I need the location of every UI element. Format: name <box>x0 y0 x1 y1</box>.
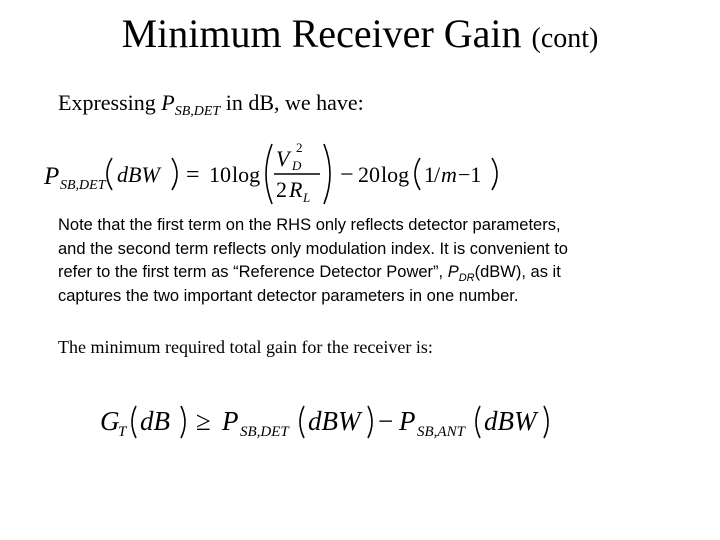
eq1-unit: dBW <box>117 162 160 187</box>
eq1-arg-open-paren <box>415 158 420 190</box>
eq1-arg-var: m <box>441 162 457 187</box>
eq1-log1: log <box>232 162 261 187</box>
eq2-g: G <box>100 406 120 436</box>
eq1-log2: log <box>381 162 410 187</box>
slide-title <box>0 6 720 67</box>
closing-line: The minimum required total gain for the receiver is: <box>58 337 433 357</box>
eq1-close-paren <box>172 158 177 190</box>
eq1-coef1: 10 <box>209 162 231 187</box>
eq1-big-open-paren <box>266 144 272 204</box>
line3-before: refer to the first term as “Reference Detector Power”, <box>58 263 448 281</box>
eq2-paren-3-close <box>544 406 548 438</box>
eq1-coef2: 20 <box>358 162 380 187</box>
paragraph-line-3 <box>58 261 708 285</box>
line3-after: (dBW), as it <box>474 263 561 281</box>
eq2-paren-1-close <box>181 406 185 438</box>
eq2-paren-2-open <box>300 406 304 438</box>
eq1-open-paren <box>107 158 112 190</box>
eq1-lhs-symbol: P <box>44 163 60 190</box>
eq1-arg-num: 1 <box>424 162 435 187</box>
intro-symbol: P <box>161 90 175 115</box>
eq1-slash: / <box>434 162 441 187</box>
paragraph-line-4: captures the two important detector parameters in one number. <box>58 286 519 305</box>
eq1-lhs-sub: SB,DET <box>60 178 106 193</box>
intro-after: in dB, we have: <box>220 90 364 115</box>
intro-subscript: SB,DET <box>174 104 221 119</box>
equation-min-gain-svg <box>96 394 566 450</box>
eq1-minus: − <box>340 162 354 188</box>
eq2-unit-dbw2: dBW <box>484 406 537 436</box>
eq2-g-sub: T <box>118 424 127 440</box>
equation-min-gain <box>96 394 566 450</box>
title-suffix: (cont) <box>531 23 599 54</box>
title-main: Minimum Receiver Gain <box>121 11 522 56</box>
intro-line <box>58 88 364 118</box>
eq1-numerator: V <box>276 146 290 171</box>
eq1-arg-tail: −1 <box>458 162 482 187</box>
paragraph-line-1: Note that the first term on the RHS only reflects detector parameters, <box>58 216 561 234</box>
eq1-denominator-coef: 2 <box>276 177 287 202</box>
eq2-unit-db: dB <box>140 406 170 436</box>
equation-psb-det-svg <box>40 138 480 206</box>
eq2-paren-1-open <box>132 406 136 438</box>
line3-sub: DR <box>458 272 475 284</box>
eq2-unit-dbw: dBW <box>308 406 361 436</box>
eq2-paren-3-open <box>476 406 480 438</box>
eq2-p2-sub: SB,ANT <box>417 424 465 440</box>
line3-symbol: P <box>447 263 459 281</box>
explanation-paragraph <box>58 214 708 308</box>
eq1-numerator-sup: 2 <box>296 140 303 155</box>
eq2-minus: − <box>378 406 394 436</box>
eq1-equals: = <box>186 162 200 188</box>
eq2-p1-sub: SB,DET <box>240 424 289 440</box>
eq2-geq: ≥ <box>196 406 211 436</box>
eq2-p1: P <box>222 406 239 436</box>
eq1-big-close-paren <box>324 144 330 204</box>
paragraph-line-2: and the second term reflects only modulation index. It is convenient to <box>58 239 568 258</box>
eq1-arg-close-paren <box>492 158 497 190</box>
eq2-paren-2-close <box>368 406 372 438</box>
eq1-denominator-sub: L <box>303 190 311 205</box>
equation-psb-det <box>40 138 480 206</box>
intro-before: Expressing <box>58 90 162 115</box>
eq1-numerator-sub: D <box>292 158 302 173</box>
eq2-p2: P <box>399 406 416 436</box>
eq1-denominator: R <box>289 177 303 202</box>
